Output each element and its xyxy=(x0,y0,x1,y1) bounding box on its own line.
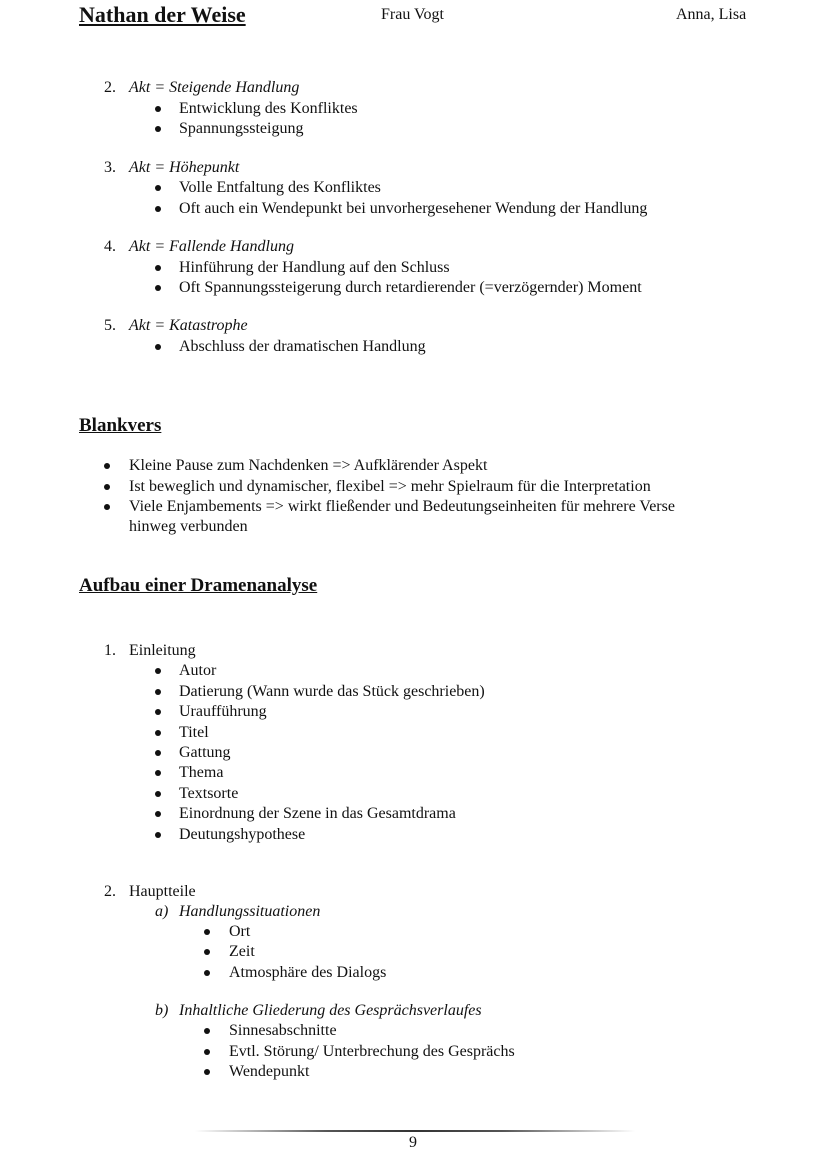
list-number: 4. xyxy=(104,238,116,255)
list-item: Ist beweglich und dynamischer, flexibel => mehr Spielraum für die Interpretation xyxy=(129,478,651,495)
bullet-icon xyxy=(155,811,161,817)
section-heading-blankvers: Blankvers xyxy=(79,415,162,436)
list-letter: b) xyxy=(155,1002,169,1019)
bullet-icon xyxy=(155,126,161,132)
list-item: Autor xyxy=(179,662,217,679)
page-number: 9 xyxy=(409,1134,417,1151)
list-item-continuation: hinweg verbunden xyxy=(129,518,248,535)
footer-divider xyxy=(195,1130,635,1132)
bullet-icon xyxy=(155,185,161,191)
bullet-icon xyxy=(204,1028,210,1034)
list-item: Deutungshypothese xyxy=(179,826,306,843)
bullet-icon xyxy=(155,344,161,350)
bullet-icon xyxy=(155,265,161,271)
bullet-icon xyxy=(155,709,161,715)
list-item: Atmosphäre des Dialogs xyxy=(229,964,387,981)
bullet-icon xyxy=(104,504,110,510)
bullet-icon xyxy=(155,106,161,112)
bullet-icon xyxy=(155,689,161,695)
section-heading-aufbau: Aufbau einer Dramenanalyse xyxy=(79,575,318,596)
subsection-heading: Einleitung xyxy=(129,642,196,659)
list-number: 3. xyxy=(104,159,116,176)
list-item: Ort xyxy=(229,923,251,940)
bullet-icon xyxy=(155,770,161,776)
bullet-icon xyxy=(155,206,161,212)
document-title: Nathan der Weise xyxy=(79,2,246,27)
list-item: Hinführung der Handlung auf den Schluss xyxy=(179,259,450,276)
list-number: 1. xyxy=(104,642,116,659)
list-item: Evtl. Störung/ Unterbrechung des Gesprächs xyxy=(229,1043,515,1060)
list-item: Wendepunkt xyxy=(229,1063,310,1080)
subsection-heading: Inhaltliche Gliederung des Gesprächsverlaufes xyxy=(179,1002,482,1019)
list-item: Volle Entfaltung des Konfliktes xyxy=(179,179,381,196)
bullet-icon xyxy=(155,730,161,736)
list-number: 2. xyxy=(104,79,116,96)
subsection-heading: Handlungssituationen xyxy=(179,903,321,920)
list-number: 2. xyxy=(104,883,116,900)
act-heading: Akt = Katastrophe xyxy=(129,317,248,334)
act-heading: Akt = Steigende Handlung xyxy=(129,79,300,96)
bullet-icon xyxy=(204,970,210,976)
list-item: Textsorte xyxy=(179,785,239,802)
act-heading: Akt = Fallende Handlung xyxy=(129,238,294,255)
list-item: Titel xyxy=(179,724,209,741)
list-item: Kleine Pause zum Nachdenken => Aufklärender Aspekt xyxy=(129,457,488,474)
bullet-icon xyxy=(155,750,161,756)
bullet-icon xyxy=(204,929,210,935)
bullet-icon xyxy=(155,832,161,838)
bullet-icon xyxy=(104,463,110,469)
list-number: 5. xyxy=(104,317,116,334)
list-item: Oft Spannungssteigerung durch retardierender (=verzögernder) Moment xyxy=(179,279,642,296)
bullet-icon xyxy=(204,1049,210,1055)
list-item: Gattung xyxy=(179,744,231,761)
list-item: Einordnung der Szene in das Gesamtdrama xyxy=(179,805,456,822)
list-item: Datierung (Wann wurde das Stück geschrieben) xyxy=(179,683,485,700)
list-item: Spannungssteigung xyxy=(179,120,304,137)
list-item: Abschluss der dramatischen Handlung xyxy=(179,338,426,355)
list-item: Zeit xyxy=(229,943,255,960)
list-item: Thema xyxy=(179,764,224,781)
author-names: Anna, Lisa xyxy=(676,6,747,23)
list-letter: a) xyxy=(155,903,169,920)
bullet-icon xyxy=(155,668,161,674)
bullet-icon xyxy=(104,484,110,490)
list-item: Entwicklung des Konfliktes xyxy=(179,100,358,117)
bullet-icon xyxy=(155,285,161,291)
list-item: Viele Enjambements => wirkt fließender und Bedeutungseinheiten für mehrere Verse xyxy=(129,498,675,515)
list-item: Uraufführung xyxy=(179,703,267,720)
teacher-name: Frau Vogt xyxy=(381,6,444,23)
list-item: Sinnesabschnitte xyxy=(229,1022,337,1039)
subsection-heading: Hauptteile xyxy=(129,883,196,900)
bullet-icon xyxy=(204,949,210,955)
bullet-icon xyxy=(204,1069,210,1075)
list-item: Oft auch ein Wendepunkt bei unvorhergesehener Wendung der Handlung xyxy=(179,200,648,217)
act-heading: Akt = Höhepunkt xyxy=(129,159,240,176)
bullet-icon xyxy=(155,791,161,797)
